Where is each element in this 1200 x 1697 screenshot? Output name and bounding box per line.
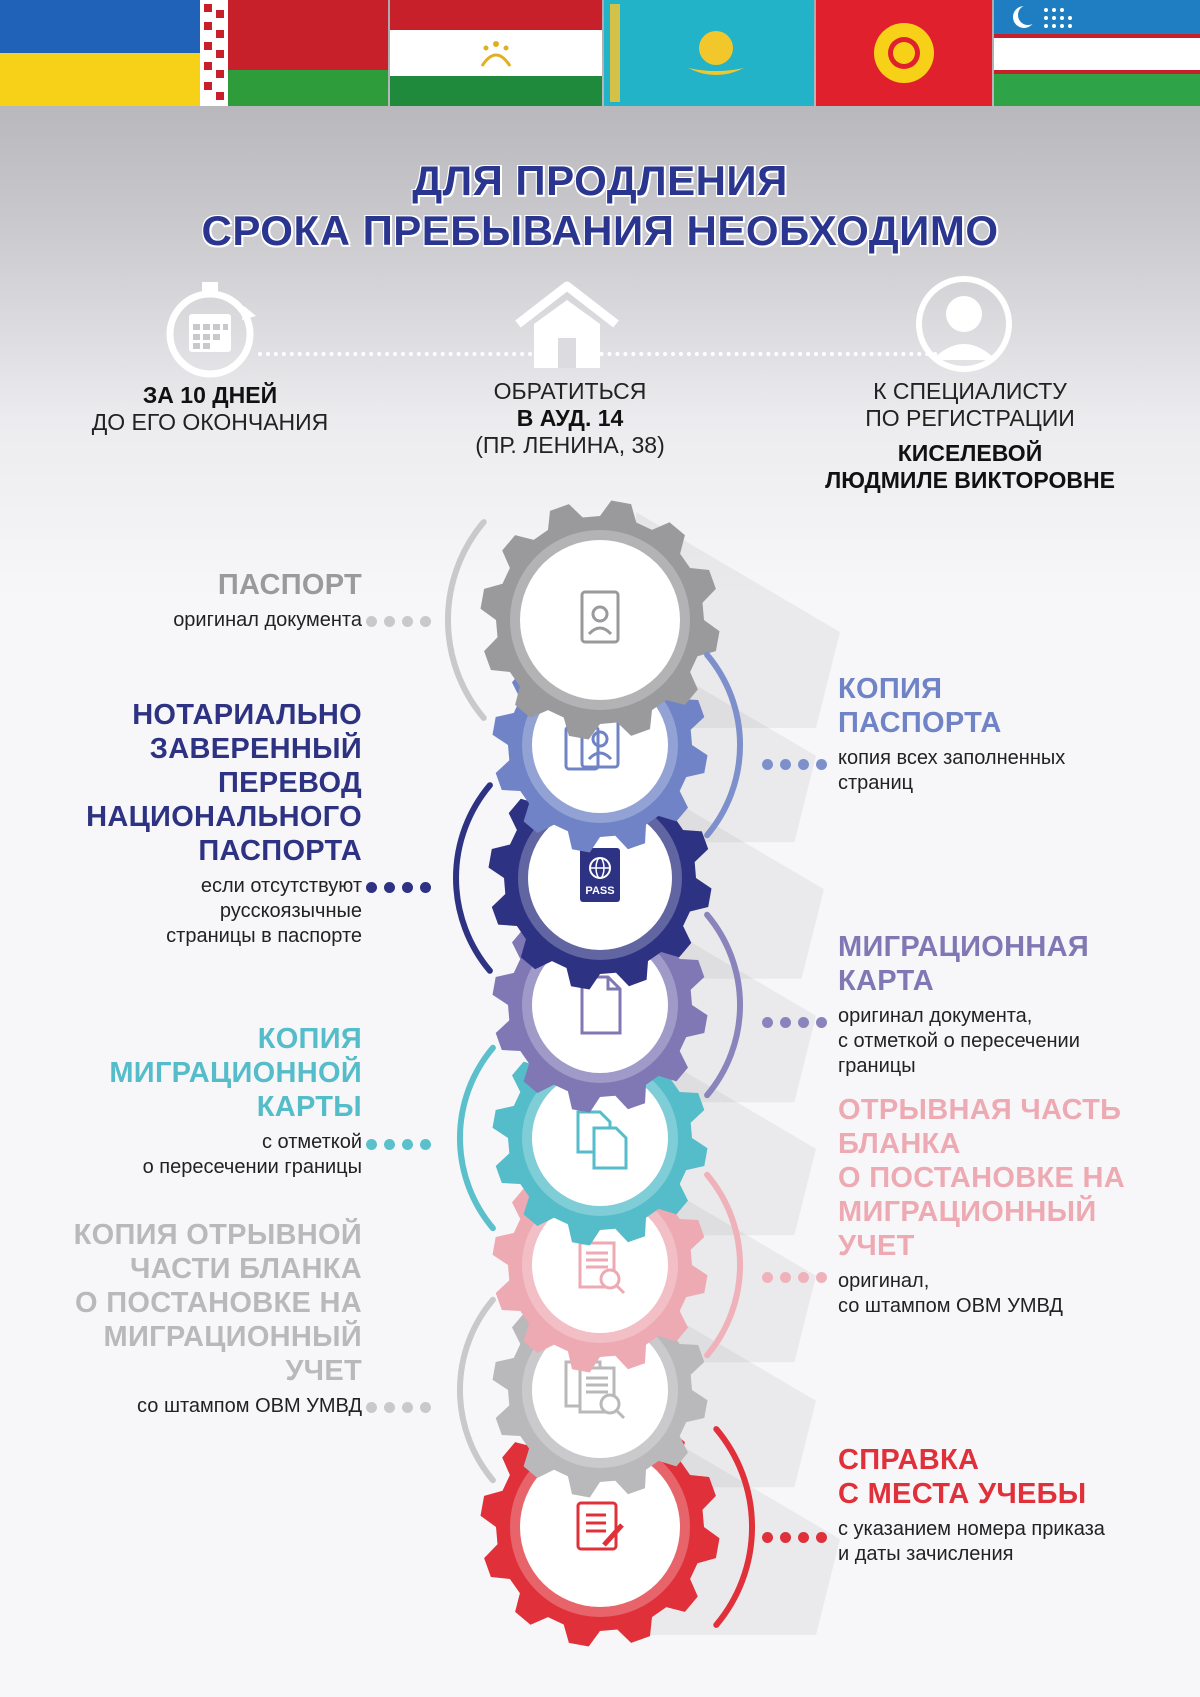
document-title-line: БЛАНКА [838,1128,961,1160]
step-1-line: ДО ЕГО ОКОНЧАНИЯ [91,409,329,435]
connector-dot [780,1017,791,1028]
document-desc-line: с отметкой [261,1131,362,1153]
document-label-7 [22,1218,362,1419]
connector-dot [402,882,413,893]
document-desc-line: и даты зачисления [838,1543,1014,1565]
document-desc-line: о пересечении границы [142,1156,362,1178]
connector-dot [816,1272,827,1283]
connector-dot [384,1402,395,1413]
document-label-2 [838,672,1183,796]
document-label-3 [22,698,362,949]
document-title-line: КОПИЯ ОТРЫВНОЙ [73,1219,362,1251]
connector-dots [366,1400,438,1418]
connector-dot [366,616,377,627]
connector-dots [762,1270,834,1288]
document-desc-line: русскоязычные [219,900,362,922]
connector-dot [816,1532,827,1543]
pass-icon [580,848,620,902]
document-title-line: УЧЕТ [838,1230,915,1262]
step-3-bold2: ЛЮДМИЛЕ ВИКТОРОВНЕ [825,467,1115,493]
connector-dot [762,759,773,770]
connector-dot [798,1532,809,1543]
connector-dot [798,759,809,770]
connector-dot [798,1017,809,1028]
connector-dot [366,1139,377,1150]
gear-arc [460,1300,493,1480]
document-title-line: КАРТЫ [256,1091,362,1123]
connector-dot [762,1272,773,1283]
document-desc-line: копия всех заполненных [838,747,1066,769]
document-title-line: УЧЕТ [285,1355,362,1387]
document-title-line: ЗАВЕРЕННЫЙ [149,733,362,765]
connector-dots [366,880,438,898]
document-label-1 [22,568,362,633]
connector-dot [402,1139,413,1150]
document-desc-line: оригинал, [838,1270,930,1292]
document-desc-line: страницы в паспорте [166,925,362,947]
document-label-8 [838,1443,1183,1567]
document-title-line: ПАСПОРТА [198,835,362,867]
document-desc-line: с отметкой о пересечении [838,1030,1080,1052]
document-title-line: ЧАСТИ БЛАНКА [129,1253,362,1285]
document-desc-line: оригинал документа [173,609,362,631]
connector-dot [780,759,791,770]
document-label-6 [838,1093,1183,1319]
document-title-line: МИГРАЦИОННЫЙ [838,1196,1097,1228]
document-title-line: НАЦИОНАЛЬНОГО [86,801,362,833]
document-title-line: ПАСПОРТА [838,707,1002,739]
step-2-line0: ОБРАТИТЬСЯ [493,378,647,404]
document-title-line: О ПОСТАНОВКЕ НА [75,1287,362,1319]
step-2-line1: (ПР. ЛЕНИНА, 38) [475,432,665,458]
step-3-line0: К СПЕЦИАЛИСТУ [873,378,1067,404]
title-line-1: ДЛЯ ПРОДЛЕНИЯ [412,157,788,204]
document-label-5 [22,1022,362,1180]
document-desc-line: границы [838,1055,916,1077]
gear-1 [481,501,720,740]
document-title-line: ОТРЫВНАЯ ЧАСТЬ [838,1094,1122,1126]
step-3-bold1: КИСЕЛЕВОЙ [897,440,1043,466]
connector-dots [762,1015,834,1033]
connector-dot [780,1272,791,1283]
document-title-line: ПЕРЕВОД [217,767,362,799]
document-title-line: КОПИЯ [257,1023,362,1055]
document-desc-line: оригинал документа, [838,1005,1033,1027]
connector-dot [420,1402,431,1413]
connector-dot [420,1139,431,1150]
connector-dot [384,1139,395,1150]
step-3-line1: ПО РЕГИСТРАЦИИ [865,405,1075,431]
document-desc-line: со штампом ОВМ УМВД [838,1295,1063,1317]
gear-arc [460,1048,493,1228]
document-title-line: СПРАВКА [838,1444,980,1476]
connector-dot [780,1532,791,1543]
connector-dot [420,882,431,893]
connector-dot [384,882,395,893]
step-1-bold: ЗА 10 ДНЕЙ [142,382,278,408]
document-desc-line: страниц [838,772,914,794]
document-title-line: ПАСПОРТ [217,569,362,601]
step-2-bold: В АУД. 14 [516,405,624,431]
connector-dot [762,1017,773,1028]
document-desc-line: с указанием номера приказа [838,1518,1105,1540]
connector-dot [762,1532,773,1543]
connector-dot [402,616,413,627]
document-title-line: МИГРАЦИОННАЯ [838,931,1090,963]
document-label-4 [838,930,1183,1079]
connector-dot [420,616,431,627]
connector-dot [798,1272,809,1283]
connector-dot [816,1017,827,1028]
document-title-line: КОПИЯ [838,673,943,705]
document-title-line: О ПОСТАНОВКЕ НА [838,1162,1125,1194]
document-title-line: С МЕСТА УЧЕБЫ [838,1478,1087,1510]
document-title-line: МИГРАЦИОННОЙ [109,1057,362,1089]
pass-label: PASS [585,885,615,897]
title-line-2: СРОКА ПРЕБЫВАНИЯ НЕОБХОДИМО [201,207,999,254]
document-title-line: КАРТА [838,965,934,997]
connector-dots [366,1137,438,1155]
connector-dots [366,614,438,632]
connector-dot [384,616,395,627]
connector-dots [762,1530,834,1548]
connector-dot [366,882,377,893]
connector-dot [816,759,827,770]
gear-arc [448,522,484,718]
gear-arc [456,785,490,971]
connector-dot [366,1402,377,1413]
document-desc-line: если отсутствуют [200,875,362,897]
connector-dots [762,757,834,775]
document-title-line: НОТАРИАЛЬНО [132,699,362,731]
document-title-line: МИГРАЦИОННЫЙ [103,1321,362,1353]
connector-dot [402,1402,413,1413]
document-desc-line: со штампом ОВМ УМВД [137,1395,362,1417]
